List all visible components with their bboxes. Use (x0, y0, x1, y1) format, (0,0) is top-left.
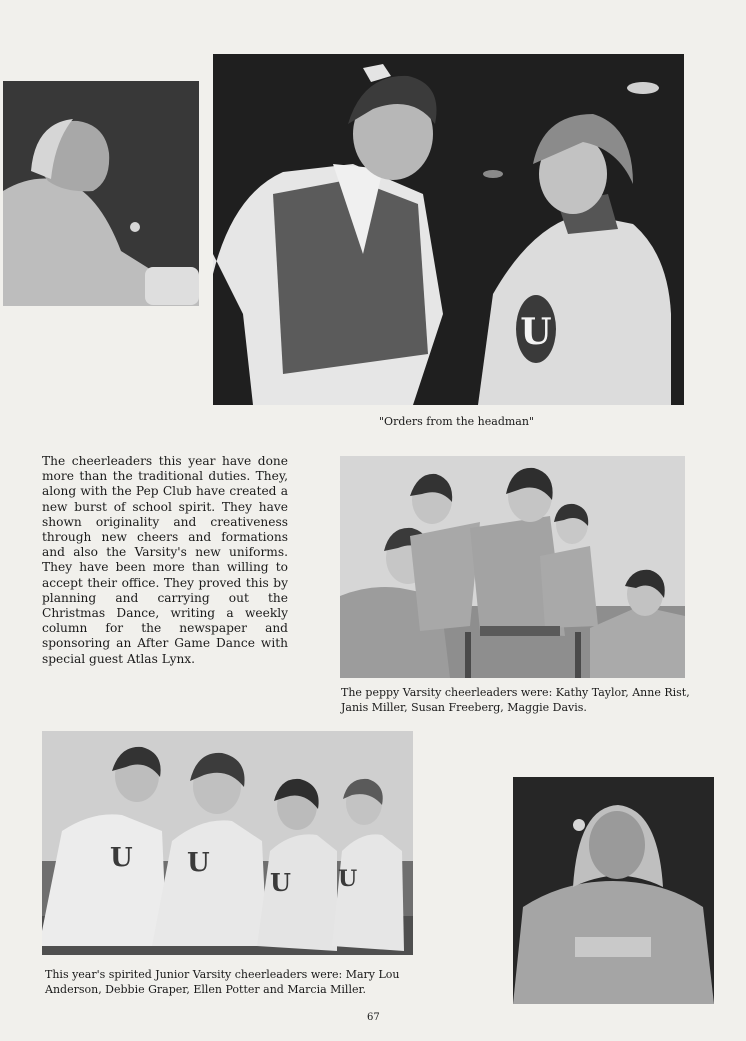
sweater-letter: U (187, 848, 210, 878)
sweater-letter: U (110, 843, 133, 873)
sweater-letter: U (520, 311, 552, 353)
caption-varsity-cheerleaders: The peppy Varsity cheerleaders were: Kathy Taylor, Anne Rist, Janis Miller, Susan Freeberg, Maggie Davis. (341, 686, 690, 714)
photo-junior-varsity-cheerleaders (42, 731, 413, 955)
photo-cheerleader-looking-up (3, 81, 199, 306)
caption-junior-varsity-cheerleaders: This year's spirited Junior Varsity cheerleaders were: Mary Lou Anderson, Debbie Graper, Ellen Potter and Marcia Miller. (45, 968, 400, 996)
page-number: 67 (367, 1012, 380, 1023)
caption-orders-from-headman: "Orders from the headman" (379, 415, 535, 428)
sweater-letter: U (270, 868, 291, 897)
photo-orders-from-headman (213, 54, 684, 405)
photo-cheerleader-bottom-right (513, 777, 714, 1004)
photo-varsity-cheerleaders (340, 456, 685, 678)
sweater-letter: U (338, 866, 358, 892)
article-body: The cheerleaders this year have done more than the traditional duties. They, along with the Pep Club have created a new burst of school spirit. They have shown originality and creativeness through new cheers and formations and also the Varsity's new uniforms. They have been more than willing to accept their office. They proved this by planning and carrying out the Christmas Dance, writing a weekly column for the newspaper and sponsoring an After Game Dance with special guest Atlas Lynx. (42, 454, 288, 666)
